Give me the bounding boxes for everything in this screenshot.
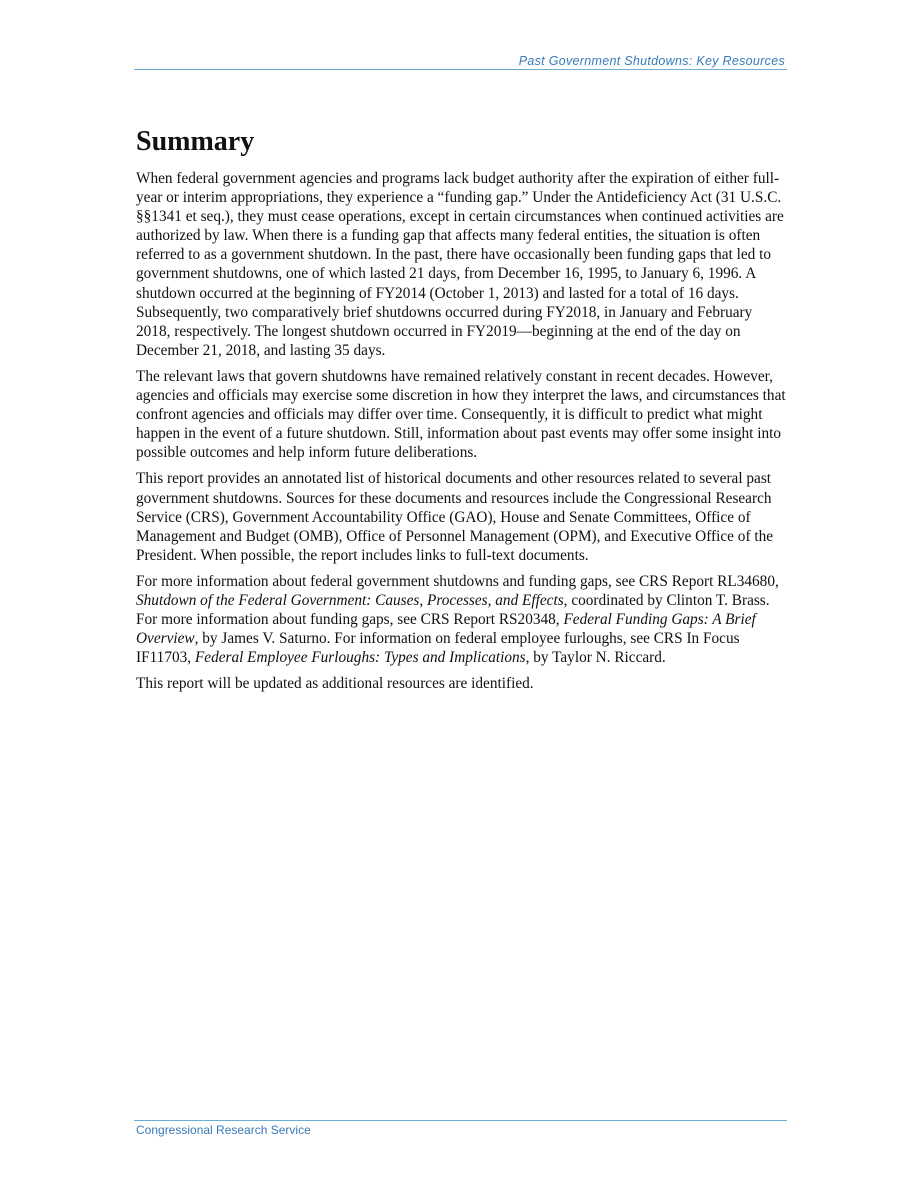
text-run: , by James V. Saturno. For information on federal employee furloughs, see CRS In Focus IF11703, bbox=[136, 630, 740, 667]
running-header: Past Government Shutdowns: Key Resources bbox=[518, 54, 785, 68]
paragraph-funding-gap: When federal government agencies and programs lack budget authority after the expiration of either full-year or interim appropriations, they experience a “funding gap.” Under the Antideficiency Act (31 U.S.C. §§1341 et seq.), they must cease operations, except in certain circumstances when continued activities are authorized by law. When there is a funding gap that affects many federal entities, the situation is often referred to as a government shutdown. In the past, there have occasionally been funding gaps that led to government shutdowns, one of which lasted 21 days, from December 16, 1995, to January 6, 1996. A shutdown occurred at the beginning of FY2014 (October 1, 2013) and lasted for a total of 16 days. Subsequently, two comparatively brief shutdowns occurred during FY2018, in January and February 2018, respectively. The longest shutdown occurred in FY2019—beginning at the end of the day on December 21, 2018, and lasting 35 days. bbox=[136, 170, 784, 359]
header-rule bbox=[134, 69, 787, 70]
report-title-furloughs: Federal Employee Furloughs: Types and Implications bbox=[194, 649, 526, 667]
text-run: , coordinated by Clinton T. Brass. For more information about funding gaps, see CRS Report RS20348, bbox=[136, 591, 770, 629]
report-title-shutdown: Shutdown of the Federal Government: Causes, Processes, and Effects bbox=[136, 591, 564, 609]
paragraph-report-scope: This report provides an annotated list of historical documents and other resources related to several past government shutdowns. Sources for these documents and resources include the Congressional Research Service (CRS), Government Accountability Office (GAO), House and Senate Committees, Office of Management and Budget (OMB), Office of Personnel Management (OPM), and Executive Office of the President. When possible, the report includes links to full-text documents. bbox=[136, 470, 774, 564]
section-title: Summary bbox=[136, 126, 255, 157]
paragraph-relevant-laws: The relevant laws that govern shutdowns have remained relatively constant in recent decades. However, agencies and officials may exercise some discretion in how they interpret the laws, and circumstances that confront agencies and officials may differ over time. Consequently, it is difficult to predict what might happen in the event of a future shutdown. Still, information about past events may offer some insight into possible outcomes and help inform future deliberations. bbox=[136, 367, 786, 462]
text-run: , by Taylor N. Riccard. bbox=[525, 649, 666, 667]
summary-body bbox=[136, 169, 786, 700]
paragraph-update-note: This report will be updated as additional resources are identified. bbox=[136, 675, 534, 693]
report-title-funding-gaps: Federal Funding Gaps: A Brief Overview bbox=[136, 611, 756, 648]
text-run: For more information about federal government shutdowns and funding gaps, see CRS Report RL34680, bbox=[136, 572, 779, 590]
footer-organization: Congressional Research Service bbox=[136, 1123, 311, 1137]
footer-rule bbox=[134, 1120, 787, 1121]
paragraph-more-information bbox=[136, 572, 786, 667]
